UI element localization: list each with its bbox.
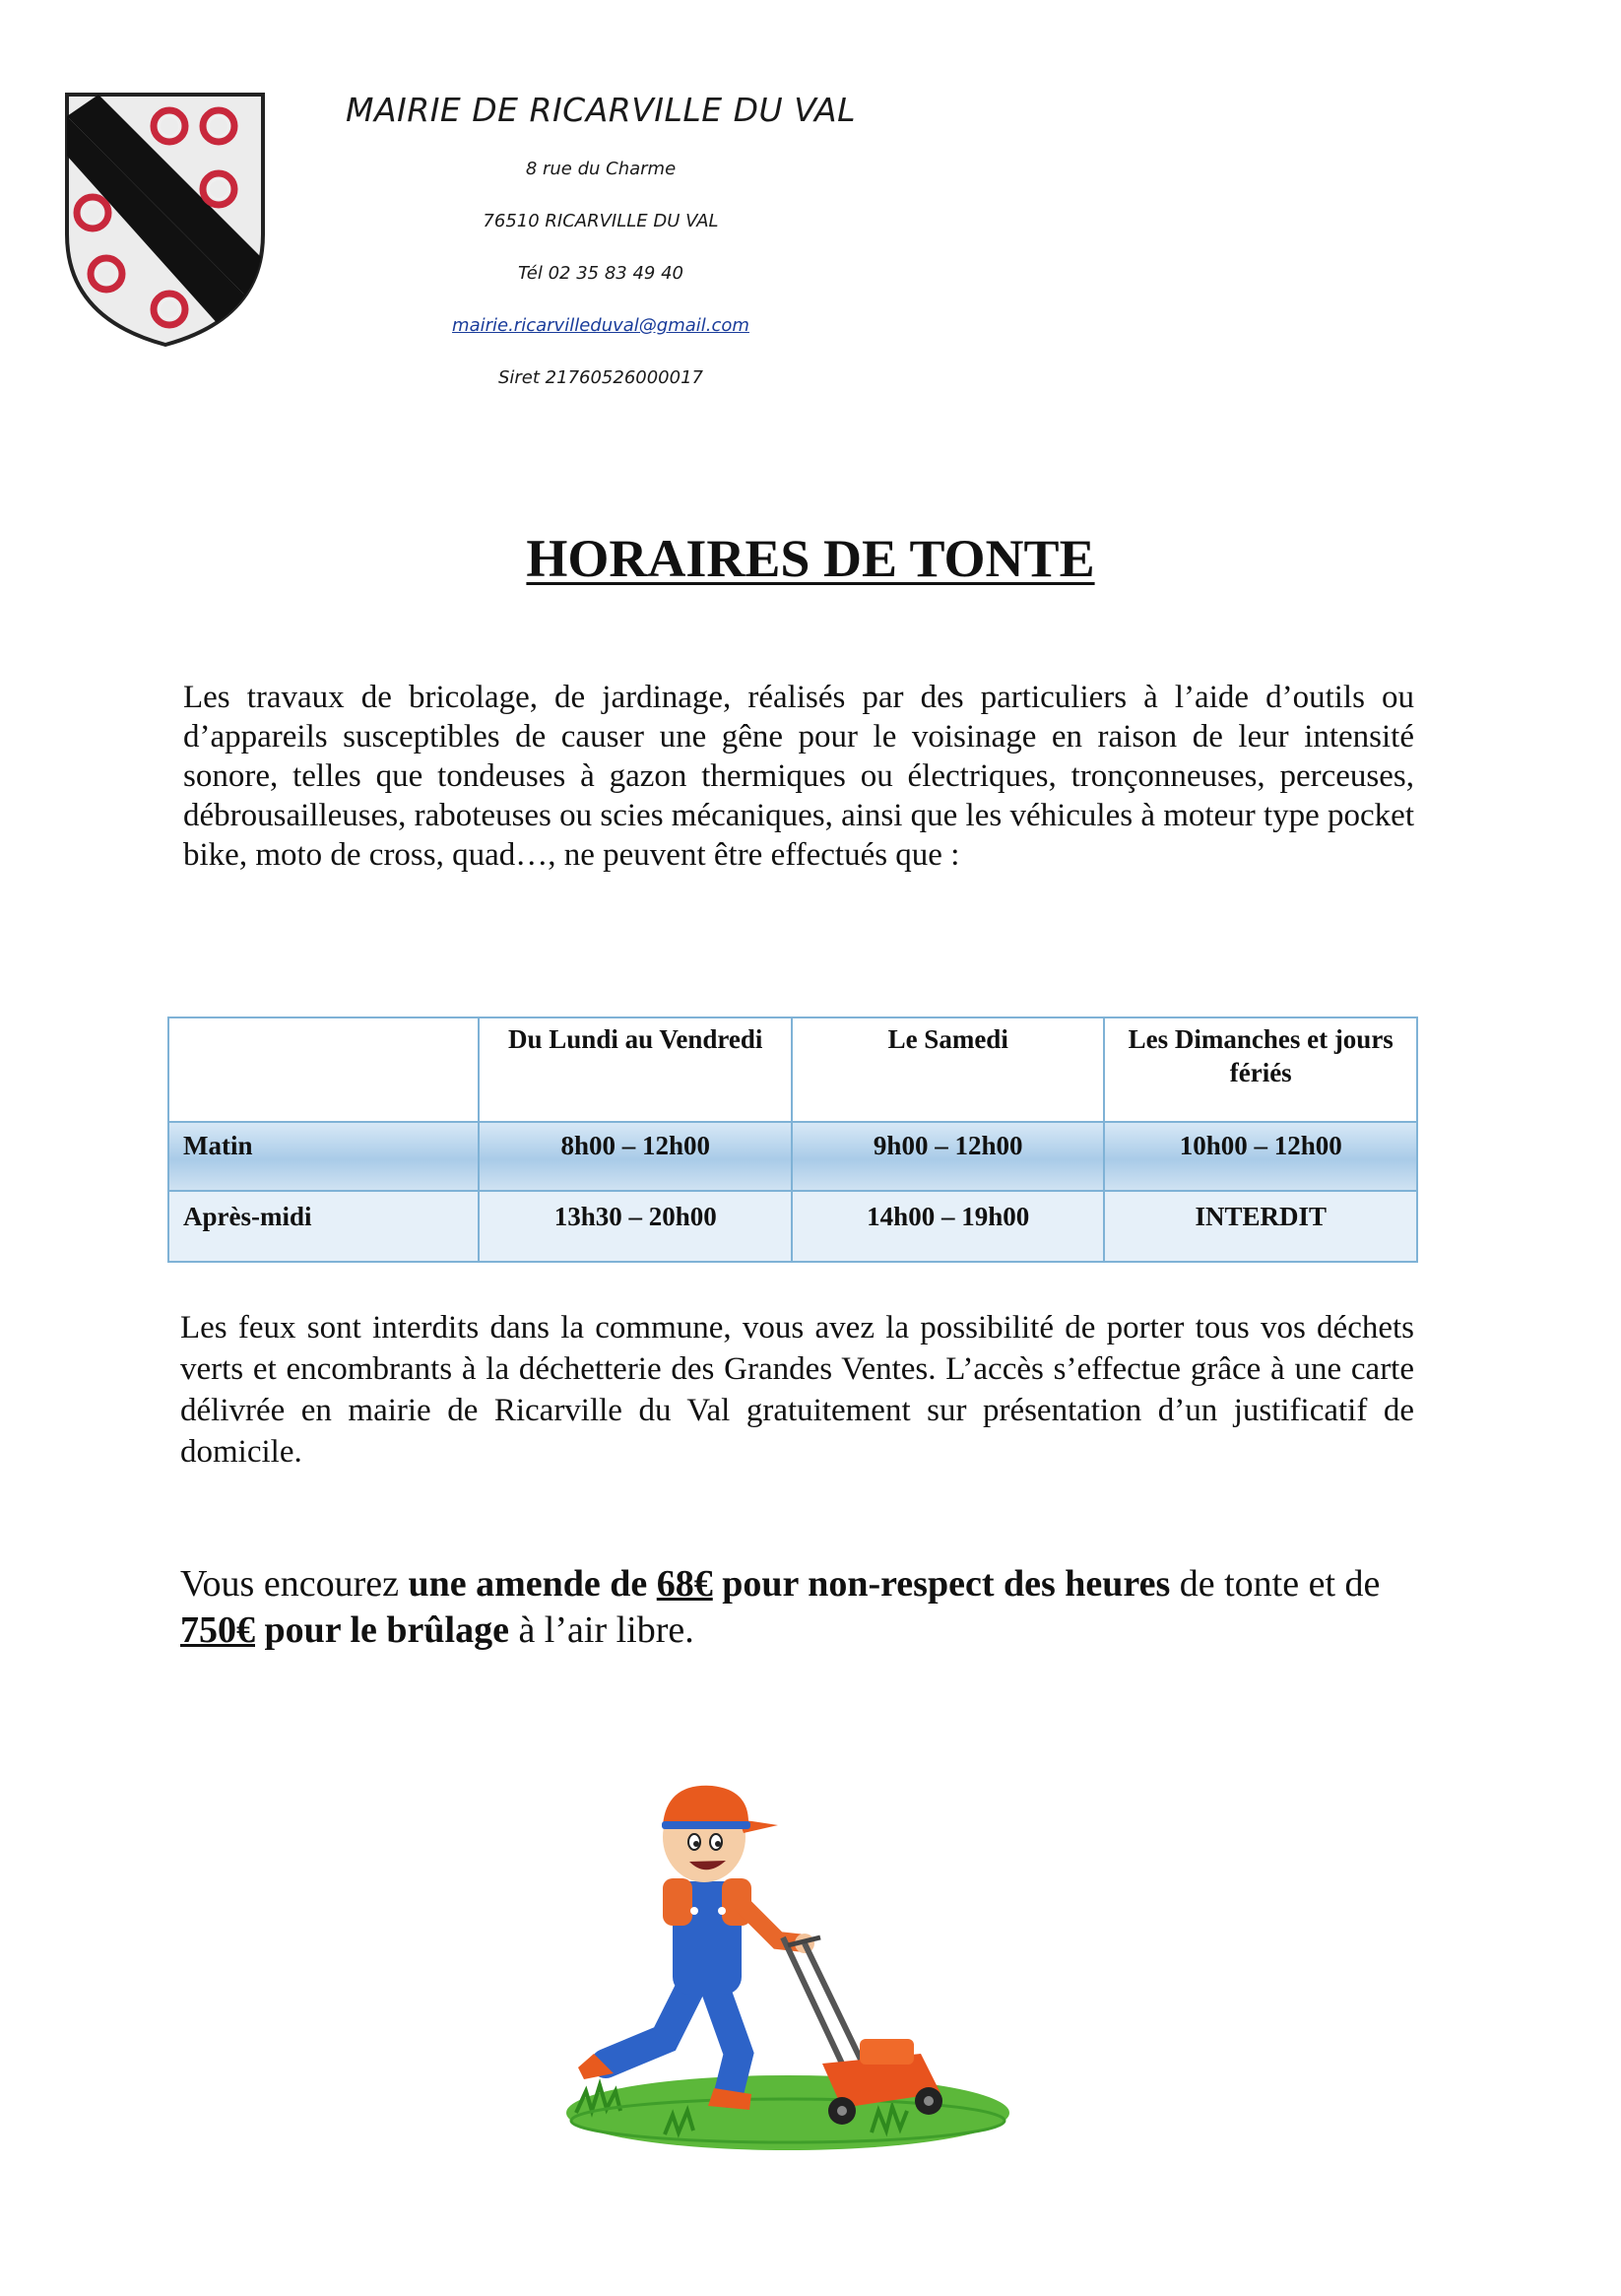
phone-number: Tél 02 35 83 49 40 (518, 263, 683, 284)
fine-text-bold: pour non-respect des heures (712, 1563, 1171, 1605)
table-cell: 13h30 – 20h00 (479, 1191, 792, 1262)
table-row (168, 1191, 1417, 1262)
address-street: 8 rue du Charme (525, 159, 677, 179)
table-cell: INTERDIT (1104, 1191, 1417, 1262)
fine-text: de tonte et de (1170, 1563, 1381, 1605)
table-header-row (168, 1017, 1417, 1122)
column-header: Les Dimanches et jours fériés (1104, 1017, 1417, 1122)
fine-amount-burning: 750€ (180, 1609, 255, 1651)
fine-text: Vous encourez (180, 1563, 409, 1605)
column-header: Le Samedi (792, 1017, 1104, 1122)
mairie-name: MAIRIE DE RICARVILLE DU VAL (345, 91, 856, 129)
table-cell: 9h00 – 12h00 (792, 1122, 1104, 1191)
fires-paragraph: Les feux sont interdits dans la commune, vous avez la possibilité de porter tous vos déchets verts et encombrants à la déchetterie des Grandes Ventes. L’accès s’effectue grâce à une carte délivrée en mairie de Ricarville du Val gratuitement sur présentation d’un justificatif de domicile. (180, 1310, 1414, 1470)
fine-text: à l’air libre. (508, 1609, 694, 1651)
siret-number: Siret 21760526000017 (497, 367, 703, 388)
fine-notice (180, 1561, 1421, 1654)
fine-text-bold: une amende de (408, 1563, 657, 1605)
row-label: Matin (168, 1122, 479, 1191)
row-label: Après-midi (168, 1191, 479, 1262)
schedule-table (167, 1017, 1418, 1263)
table-row (168, 1122, 1417, 1191)
column-header: Du Lundi au Vendredi (479, 1017, 792, 1122)
table-corner-cell (168, 1017, 479, 1122)
fine-amount-mowing: 68€ (656, 1563, 713, 1605)
table-cell: 8h00 – 12h00 (479, 1122, 792, 1191)
table-cell: 14h00 – 19h00 (792, 1191, 1104, 1262)
email-link[interactable]: mairie.ricarvilleduval@gmail.com (452, 315, 749, 336)
coat-of-arms-icon (59, 87, 271, 353)
page-title: HORAIRES DE TONTE (526, 529, 1095, 588)
table-cell: 10h00 – 12h00 (1104, 1122, 1417, 1191)
mairie-header (325, 87, 876, 388)
lawn-mower-illustration-icon (547, 1768, 1019, 2187)
intro-paragraph: Les travaux de bricolage, de jardinage, réalisés par des particuliers à l’aide d’outils ou d’appareils susceptibles de causer une gêne pour le voisinage en raison de leur intensité sonore, telles que tondeuses à gazon thermiques ou électriques, tronçonneuses, perceuses, débrousailleuses, raboteuses ou scies mécaniques, ainsi que les véhicules à moteur type pocket bike, moto de cross, quad…, ne peuvent être effectués que : (183, 680, 1414, 873)
fine-text-bold: pour le brûlage (255, 1609, 509, 1651)
address-city: 76510 RICARVILLE DU VAL (483, 211, 719, 231)
